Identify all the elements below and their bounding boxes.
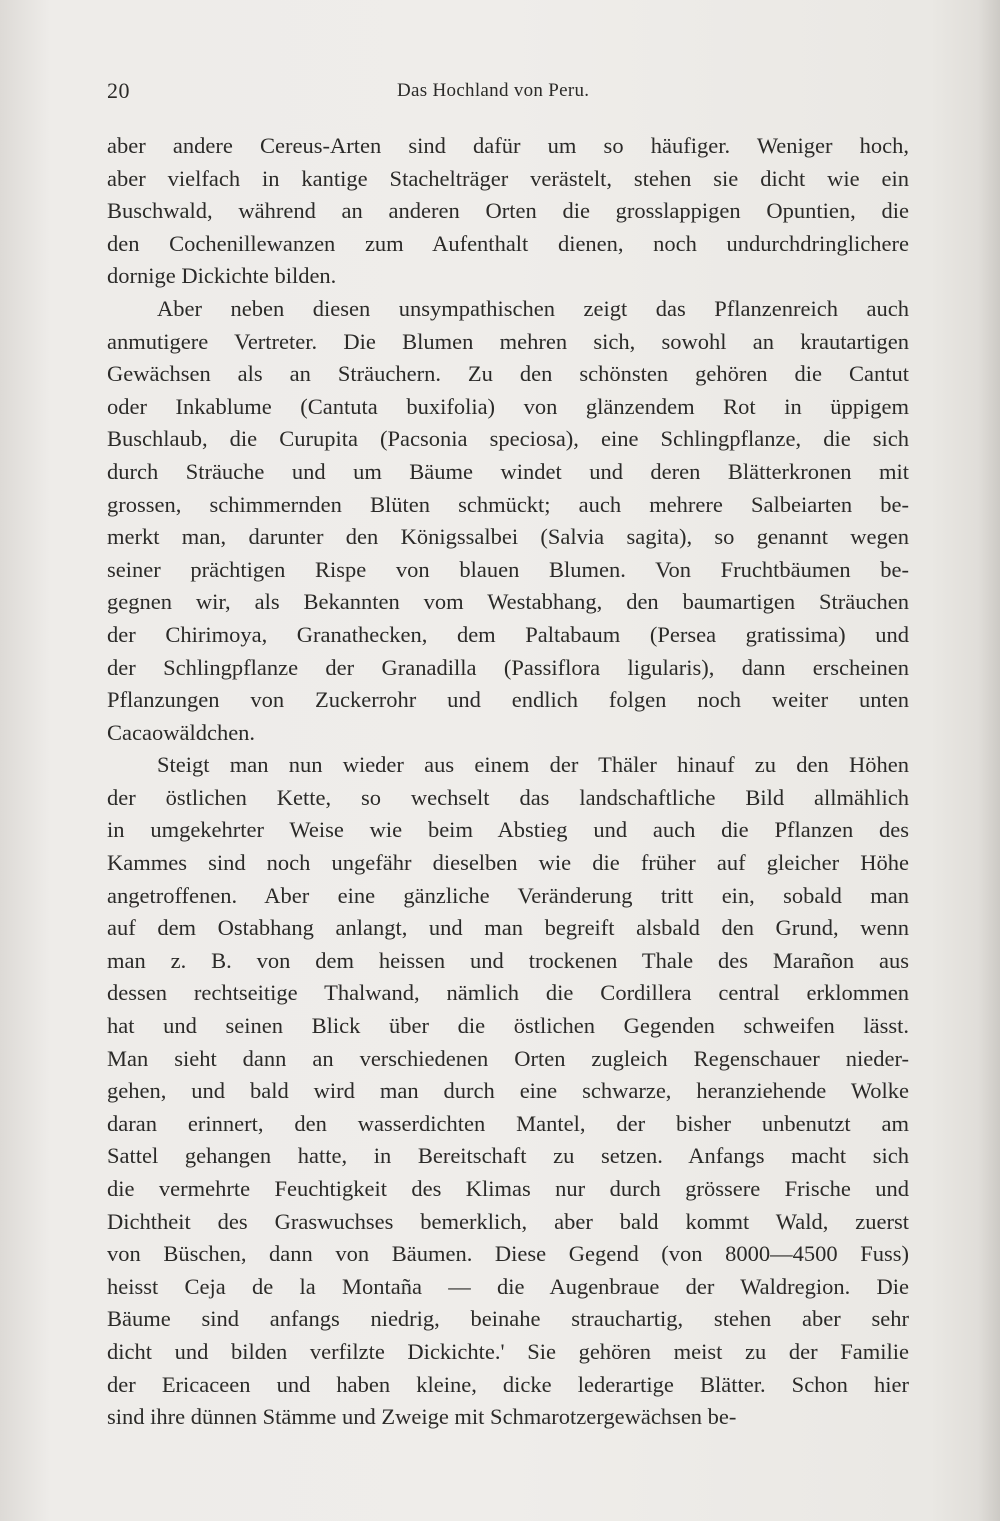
text-line: der Schlingpflanze der Granadilla (Passiflora ligularis), dann erscheinen	[107, 654, 909, 680]
text-line: der Chirimoya, Granathecken, dem Paltabaum (Persea gratissima) und	[107, 621, 909, 647]
text-line: Man sieht dann an verschiedenen Orten zugleich Regenschauer nieder-	[107, 1045, 909, 1071]
text-line: von Büschen, dann von Bäumen. Diese Gegend (von 8000—4500 Fuss)	[107, 1241, 909, 1267]
text-line: aber andere Cereus-Arten sind dafür um so häufiger. Weniger hoch,	[107, 133, 909, 158]
running-head	[107, 78, 907, 108]
text-line: angetroffenen. Aber eine gänzliche Veränderung tritt ein, sobald man	[107, 882, 909, 908]
text-line: heisst Ceja de la Montaña — die Augenbraue der Waldregion. Die	[107, 1273, 909, 1299]
body-text	[107, 130, 909, 1434]
text-line: Dichtheit des Graswuchses bemerklich, aber bald kommt Wald, zuerst	[107, 1208, 909, 1234]
text-line: gegnen wir, als Bekannten vom Westabhang, den baumartigen Sträuchen	[107, 589, 909, 615]
text-line: grossen, schimmernden Blüten schmückt; auch mehrere Salbeiarten be-	[107, 491, 909, 517]
text-line: Sattel gehangen hatte, in Bereitschaft zu setzen. Anfangs macht sich	[107, 1143, 909, 1169]
page-number: 20	[107, 78, 130, 103]
text-line: dornige Dickichte bilden.	[107, 263, 337, 289]
text-line: Aber neben diesen unsympathischen zeigt das Pflanzenreich auch	[157, 295, 909, 321]
text-line: seiner prächtigen Rispe von blauen Blumen. Von Fruchtbäumen be-	[107, 556, 909, 582]
text-line: merkt man, darunter den Königssalbei (Salvia sagita), so genannt wegen	[107, 524, 909, 550]
text-line: Cacaowäldchen.	[107, 719, 256, 745]
text-line: aber vielfach in kantige Stachelträger verästelt, stehen sie dicht wie ein	[107, 165, 909, 191]
text-line: oder Inkablume (Cantuta buxifolia) von glänzendem Rot in üppigem	[107, 393, 909, 419]
page-edge-shadow	[978, 0, 1000, 1521]
text-line: den Cochenillewanzen zum Aufenthalt dienen, noch undurchdringlichere	[107, 230, 909, 256]
text-line: der östlichen Kette, so wechselt das landschaftliche Bild allmählich	[107, 784, 909, 810]
text-line: Kammes sind noch ungefähr dieselben wie die früher auf gleicher Höhe	[107, 850, 909, 876]
text-line: sind ihre dünnen Stämme und Zweige mit Schmarotzergewächsen be-	[107, 1404, 737, 1430]
paragraph	[107, 749, 909, 1433]
text-line: durch Sträuche und um Bäume windet und deren Blätterkronen mit	[107, 458, 909, 484]
text-line: dessen rechtseitige Thalwand, nämlich die Cordillera central erklommen	[107, 980, 909, 1006]
text-line: Gewächsen als an Sträuchern. Zu den schönsten gehören die Cantut	[107, 361, 909, 387]
text-line: dicht und bilden verfilzte Dickichte.' Sie gehören meist zu der Familie	[107, 1338, 909, 1364]
text-line: die vermehrte Feuchtigkeit des Klimas nur durch grössere Frische und	[107, 1176, 909, 1201]
text-line: Steigt man nun wieder aus einem der Thäler hinauf zu den Höhen	[157, 752, 909, 778]
text-line: hat und seinen Blick über die östlichen Gegenden schweifen lässt.	[107, 1013, 909, 1039]
running-title: Das Hochland von Peru.	[397, 80, 590, 101]
paragraph	[107, 130, 909, 293]
text-line: gehen, und bald wird man durch eine schwarze, heranziehende Wolke	[107, 1078, 909, 1104]
text-line: auf dem Ostabhang anlangt, und man begreift alsbald den Grund, wenn	[107, 915, 909, 941]
text-line: Buschwald, während an anderen Orten die grosslappigen Opuntien, die	[107, 198, 909, 224]
text-line: daran erinnert, den wasserdichten Mantel, der bisher unbenutzt am	[107, 1110, 909, 1136]
text-line: Buschlaub, die Curupita (Pacsonia speciosa), eine Schlingpflanze, die sich	[107, 426, 909, 452]
text-line: der Ericaceen und haben kleine, dicke lederartige Blätter. Schon hier	[107, 1371, 909, 1397]
text-line: anmutigere Vertreter. Die Blumen mehren sich, sowohl an krautartigen	[107, 328, 909, 354]
paragraph	[107, 293, 909, 749]
text-line: Bäume sind anfangs niedrig, beinahe strauchartig, stehen aber sehr	[107, 1306, 909, 1332]
text-line: in umgekehrter Weise wie beim Abstieg und auch die Pflanzen des	[107, 817, 909, 843]
text-line: man z. B. von dem heissen und trockenen Thale des Marañon aus	[107, 947, 909, 973]
text-line: Pflanzungen von Zuckerrohr und endlich folgen noch weiter unten	[107, 687, 909, 713]
